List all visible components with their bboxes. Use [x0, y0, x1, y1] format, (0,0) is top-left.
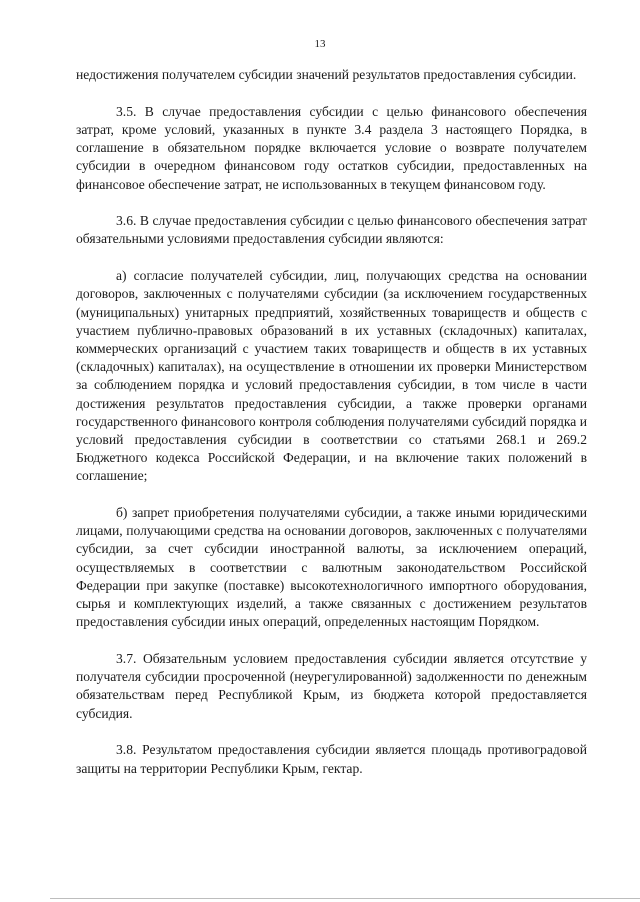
paragraph-continuation: недостижения получателем субсидии значений результатов предоставления субсидии.: [76, 67, 577, 82]
bottom-divider: [50, 898, 640, 899]
page-number: 13: [314, 38, 326, 50]
paragraph-3-8: 3.8. Результатом предоставления субсидии является площадь противоградовой защиты на территории Республики Крым, гектар.: [76, 742, 587, 776]
paragraph-3-6-a: а) согласие получателей субсидии, лиц, получающих средства на основании договоров, заключенных с получателями субсидии (за исключением государственных (муниципальных) унитарных предприятий, хозяйственных товариществ и обществ с участием публично-правовых образований в их уставных (складочных) капиталах, коммерческих организаций с участием таких товариществ и обществ в их уставных (складочных) капиталах), на осуществление в отношении их проверки Министерством за соблюдением порядка и условий предоставления субсидии, в том числе в части достижения результатов предоставления субсидии, а также проверки органами государственного финансового контроля соблюдения получателями субсидий порядка и условий предоставления субсидии в соответствии со статьями 268.1 и 269.2 Бюджетного кодекса Российской Федерации, и на включение таких положений в соглашение;: [76, 268, 587, 484]
paragraph-3-5: 3.5. В случае предоставления субсидии с целью финансового обеспечения затрат, кроме условий, указанных в пункте 3.4 раздела 3 настоящего Порядка, в соглашение в обязательном порядке включается условие о возврате получателем субсидии в очередном финансовом году остатков субсидии, предоставленных на финансовое обеспечение затрат, не использованных в текущем финансовом году.: [76, 103, 587, 192]
paragraph-3-6-b: б) запрет приобретения получателями субсидии, а также иными юридическими лицами, получающими средства на основании договоров, заключенных с получателями субсидии, за счет субсидии иностранной валюты, за исключением операций, осуществляемых в соответствии с валютным законодательством Российской Федерации при закупке (поставке) высокотехнологичного импортного оборудования, сырья и комплектующих изделий, а также связанных с достижением результатов предоставления субсидии иных операций, определенных настоящим Порядком.: [76, 505, 587, 630]
paragraph-3-7: 3.7. Обязательным условием предоставления субсидии является отсутствие у получателя субсидии просроченной (неурегулированной) задолженности по денежным обязательствам перед Республикой Крым, из бюджета которой предоставляется субсидия.: [76, 650, 587, 721]
document-body: [76, 66, 587, 778]
paragraph-3-6: 3.6. В случае предоставления субсидии с целью финансового обеспечения затрат обязательными условиями предоставления субсидии являются:: [76, 213, 587, 247]
